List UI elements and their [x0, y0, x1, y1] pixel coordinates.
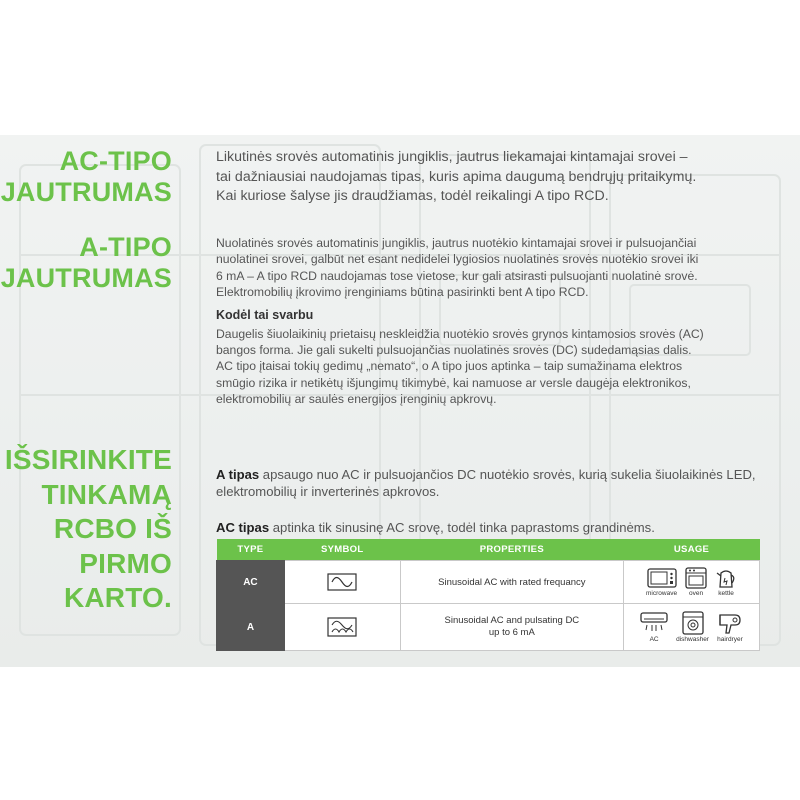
- usage-cell: [624, 561, 760, 604]
- rcd-comparison-table: [216, 539, 760, 651]
- microwave-icon: [647, 567, 677, 589]
- air-conditioner-icon: [640, 611, 668, 635]
- usage-cell: [624, 604, 760, 651]
- kettle-icon: [715, 567, 737, 589]
- usage-dishwasher: [676, 611, 709, 643]
- properties-cell: Sinusoidal AC and pulsating DC up to 6 mA: [400, 604, 623, 651]
- usage-label: oven: [689, 590, 704, 597]
- type-cell: AC: [217, 561, 285, 604]
- ac-type-bold: AC tipas: [216, 519, 270, 535]
- heading-ac-type: AC-TIPO JAUTRUMAS: [0, 146, 172, 207]
- symbol-cell: [284, 604, 400, 651]
- header-usage: USAGE: [624, 539, 760, 561]
- a-type-bold: A tipas: [216, 466, 260, 482]
- paragraph-why-important: Daugelis šiuolaikinių prietaisų neskleidžia nuotėkio srovės grynos kintamosios srovės (AC) bangos forma. Jie gali sukelti pulsuojančias nuolatinės srovės (DC) sudedamąsias dalis. AC tipo įtaisai tokių gedimų „nemato“, o A tipo juos aptinka – taip sumažinama elektros smūgio rizika ir netikėtų išjungimų tikimybė, kai namuose ar versle daugėja elektronikos, elektromobilių ar saulės energijos įrenginių apkrovų.: [216, 327, 704, 406]
- usage-label: hairdryer: [717, 636, 743, 643]
- oven-icon: [685, 567, 707, 589]
- ac-type-text: aptinka tik sinusinę AC srovę, todėl tinka paprastoms grandinėms.: [269, 519, 655, 535]
- table-row: [217, 604, 760, 651]
- sine-and-pulsating-dc-icon: [327, 617, 357, 637]
- a-type-text: apsaugo nuo AC ir pulsuojančios DC nuotėkio srovės, kurią sukelia šiuolaikinės LED, elektromobilių ir inverterinės apkrovos.: [216, 466, 756, 500]
- hairdryer-icon: [717, 611, 743, 635]
- header-symbol: SYMBOL: [284, 539, 400, 561]
- header-properties: PROPERTIES: [400, 539, 623, 561]
- usage-label: kettle: [718, 590, 734, 597]
- usage-label: dishwasher: [676, 636, 709, 643]
- type-cell: A: [217, 604, 285, 651]
- paragraph-ac-type: Likutinės srovės automatinis jungiklis, jautrus liekamajai kintamajai srovei – tai dažniausiai naudojamas tipas, kuris apima daugumą bendrųjų pritaikymų. Kai kuriose šalyse jis draudžiamas, todėl reikalingi A tipo RCD.: [216, 149, 697, 205]
- usage-hairdryer: [717, 611, 743, 643]
- dishwasher-icon: [682, 611, 704, 635]
- paragraph-a-type: Nuolatinės srovės automatinis jungiklis, jautrus nuotėkio kintamajai srovei ir pulsuojančiai nuolatinei srovei, galbūt net esant nedidelei lygiosios nuolatinės srovės nuotėkio srovei iki 6 mA – A tipo RCD naudojamas tose vietose, kur gali atsirasti pulsuojanti nuolatinė srovė. Elektromobilių įkrovimo įrenginiams būtina pasirinkti bent A tipo RCD.: [216, 236, 699, 299]
- usage-kettle: [715, 567, 737, 597]
- heading-choose-rcbo: IŠSIRINKITE TINKAMĄ RCBO IŠ PIRMO KARTO.: [4, 444, 172, 613]
- symbol-cell: [284, 561, 400, 604]
- table-row: [217, 561, 760, 604]
- heading-a-type: A-TIPO JAUTRUMAS: [0, 232, 172, 293]
- usage-label: AC: [649, 636, 659, 643]
- subtitle-why-important: Kodėl tai svarbu: [216, 308, 314, 322]
- header-type: TYPE: [217, 539, 285, 561]
- usage-microwave: [646, 567, 677, 597]
- usage-oven: [685, 567, 707, 597]
- sine-wave-icon: [327, 573, 357, 591]
- properties-cell: Sinusoidal AC with rated frequancy: [400, 561, 623, 604]
- table-header-row: [217, 539, 760, 561]
- usage-label: microwave: [646, 590, 678, 597]
- usage-ac: [640, 611, 668, 643]
